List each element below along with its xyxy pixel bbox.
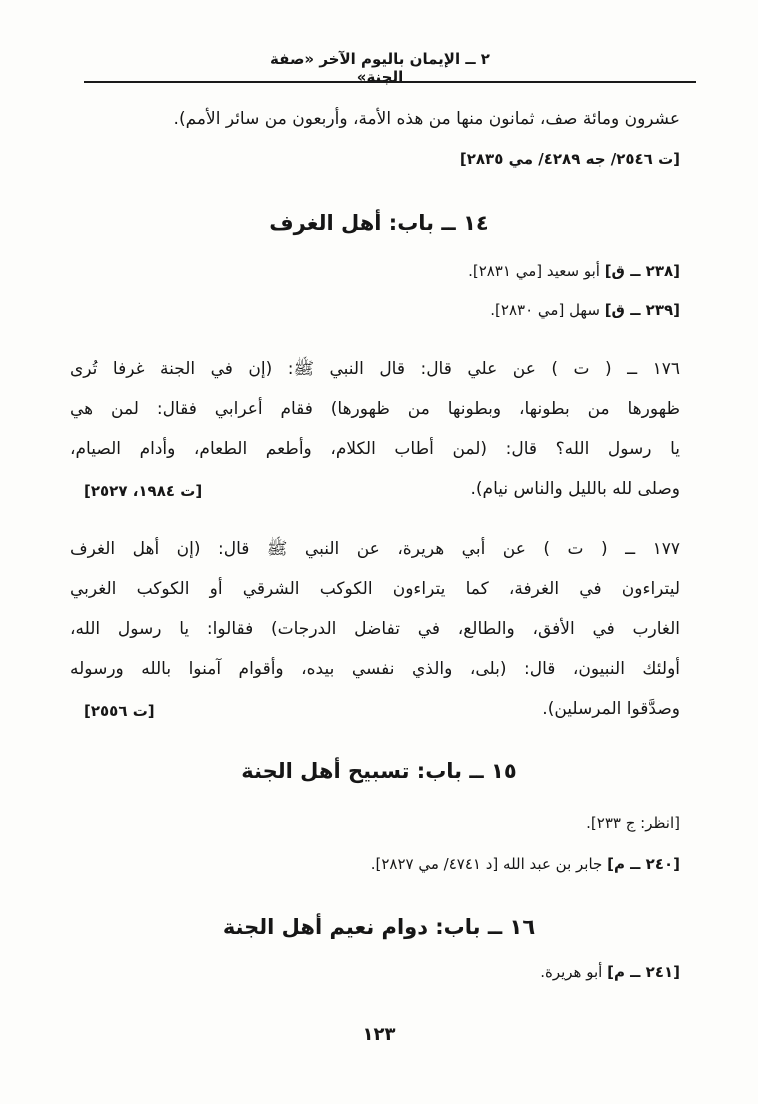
- page-number: ١٢٣: [362, 1024, 396, 1045]
- hadith-line: وصلى لله بالليل والناس نيام).: [470, 479, 680, 499]
- hadith-line: وصدَّقوا المرسلين).: [542, 699, 680, 719]
- item-number: [٢٤٠ ــ م]: [607, 855, 680, 873]
- running-header: ٢ ــ الإيمان باليوم الآخر «صفة الجنة»: [270, 50, 490, 86]
- hadith-line: ١٧٦ ــ ( ت ) عن علي قال: قال النبي ﷺ: (إن في الجنة غرفا تُرى: [70, 359, 680, 379]
- item-text: أبو سعيد [مي ٢٨٣١].: [468, 262, 600, 280]
- item-text: أبو هريرة.: [540, 963, 603, 981]
- hadith-line: الغارب في الأفق، والطالع، في تفاضل الدرجات) فقالوا: يا رسول الله،: [70, 619, 680, 639]
- hadith-line: ليتراءون في الغرفة، كما يتراءون الكوكب الشرقي أو الكوكب الغربي: [70, 579, 680, 599]
- paragraph-line: عشرون ومائة صف، ثمانون منها من هذه الأمة، وأربعون من سائر الأمم).: [173, 109, 680, 129]
- hadith-line: يا رسول الله؟ قال: (لمن أطاب الكلام، وأطعم الطعام، وأدام الصيام،: [70, 439, 680, 459]
- item-number: [٢٣٨ ــ ق]: [604, 262, 680, 280]
- chapter-heading: ١٤ ــ باب: أهل الغرف: [269, 211, 489, 235]
- list-item: [200, 299, 680, 321]
- item-number: [٢٤١ ــ م]: [607, 963, 680, 981]
- item-text: جابر بن عبد الله [د ٤٧٤١/ مي ٢٨٢٧].: [370, 855, 603, 873]
- list-item: [200, 853, 680, 875]
- list-item: [200, 812, 680, 834]
- list-item: [200, 961, 680, 983]
- reference: [ت ١٩٨٤، ٢٥٢٧]: [84, 482, 203, 500]
- hadith-line: ١٧٧ ــ ( ت ) عن أبي هريرة، عن النبي ﷺ قال: (إن أهل الغرف: [70, 539, 680, 559]
- item-number: [٢٣٩ ــ ق]: [604, 301, 680, 319]
- item-text: سهل [مي ٢٨٣٠].: [490, 301, 600, 319]
- chapter-heading: ١٥ ــ باب: تسبيح أهل الجنة: [241, 759, 517, 783]
- header-divider: [84, 81, 696, 83]
- chapter-heading: ١٦ ــ باب: دوام نعيم أهل الجنة: [222, 915, 536, 939]
- reference: [ت ٢٥٤٦/ جه ٤٢٨٩/ مي ٢٨٣٥]: [459, 150, 680, 168]
- reference: [ت ٢٥٥٦]: [84, 702, 155, 720]
- hadith-line: ظهورها من بطونها، وبطونها من ظهورها) فقام أعرابي فقال: لمن هي: [70, 399, 680, 419]
- hadith-line: أولئك النبيون، قال: (بلى، والذي نفسي بيده، وأقوام آمنوا بالله ورسوله: [70, 659, 680, 679]
- list-item: [200, 260, 680, 282]
- item-text: [انظر: ج ٢٣٣].: [586, 814, 680, 832]
